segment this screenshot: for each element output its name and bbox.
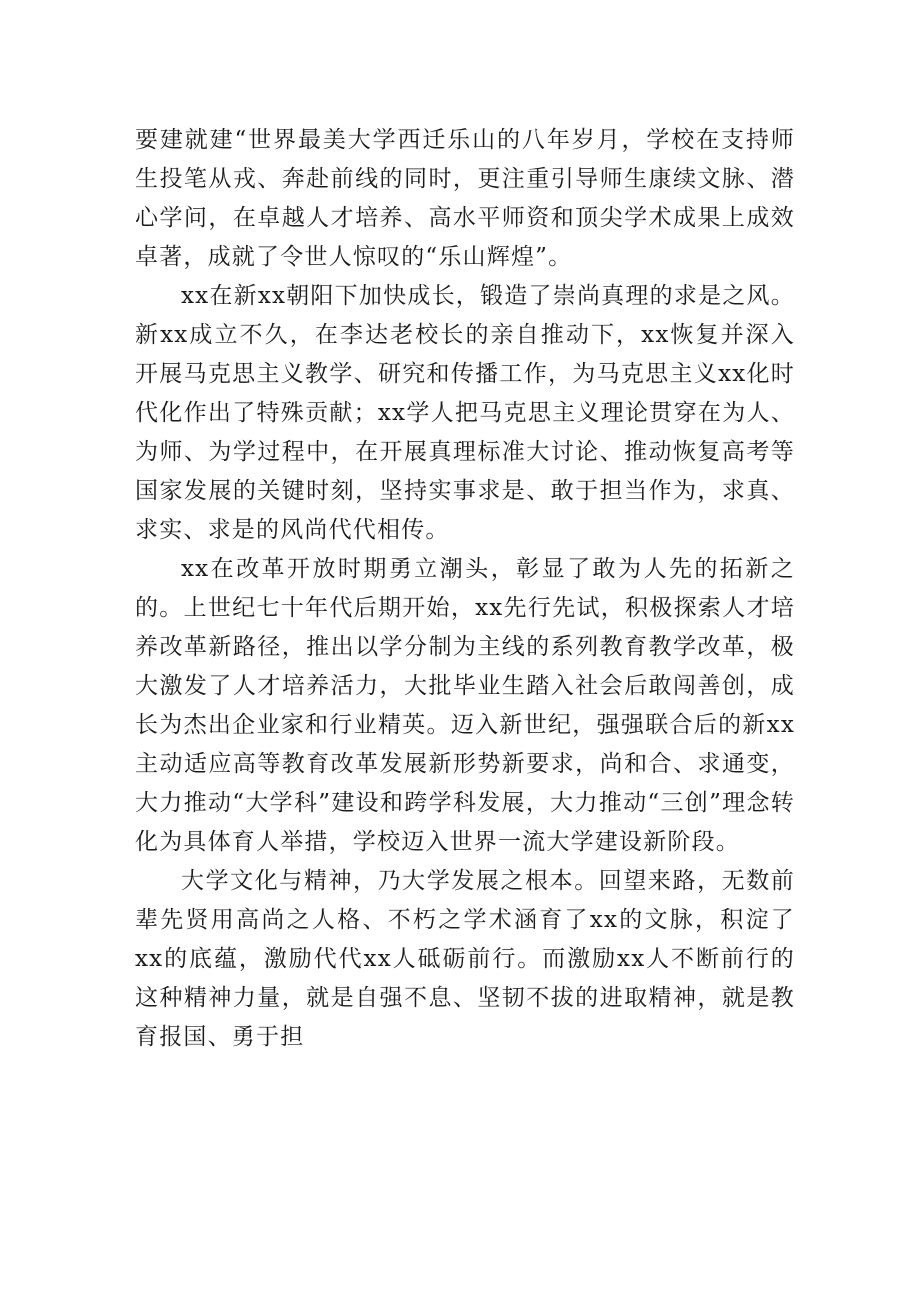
paragraph-1: 要建就建“世界最美大学西迁乐山的八年岁月，学校在支持师生投笔从戎、奔赴前线的同时，更注重引导师生康续文脉、潜心学问，在卓越人才培养、高水平师资和顶尖学术成果上成效卓著，成就了令世人惊叹的“乐山辉煌”。	[135, 127, 795, 270]
paragraph-3: xx在改革开放时期勇立潮头，彰显了敢为人先的拓新之的。上世纪七十年代后期开始，xx先行先试，积极探索人才培养改革新路径，推出以学分制为主线的系列教育教学改革，极大激发了人才培养活力，大批毕业生踏入社会后敢闯善创，成长为杰出企业家和行业精英。迈入新世纪，强强联合后的新xx主动适应高等教育改革发展新形势新要求，尚和合、求通变，大力推动“大学科”建设和跨学科发展，大力推动“三创”理念转化为具体育人举措，学校迈入世界一流大学建设新阶段。	[135, 556, 795, 855]
paragraph-2: xx在新xx朝阳下加快成长，锻造了崇尚真理的求是之风。新xx成立不久，在李达老校长的亲自推动下，xx恢复并深入开展马克思主义教学、研究和传播工作，为马克思主义xx化时代化作出了特殊贡献；xx学人把马克思主义理论贯穿在为人、为师、为学过程中，在开展真理标准大讨论、推动恢复高考等国家发展的关键时刻，坚持实事求是、敢于担当作为，求真、求实、求是的风尚代代相传。	[135, 283, 795, 543]
document-body	[135, 121, 795, 1057]
paragraph-4: 大学文化与精神，乃大学发展之根本。回望来路，无数前辈先贤用高尚之人格、不朽之学术涵育了xx的文脉，积淀了xx的底蕴，激励代代xx人砥砺前行。而激励xx人不断前行的这种精神力量，就是自强不息、坚韧不拔的进取精神，就是教育报国、勇于担	[135, 868, 795, 1050]
